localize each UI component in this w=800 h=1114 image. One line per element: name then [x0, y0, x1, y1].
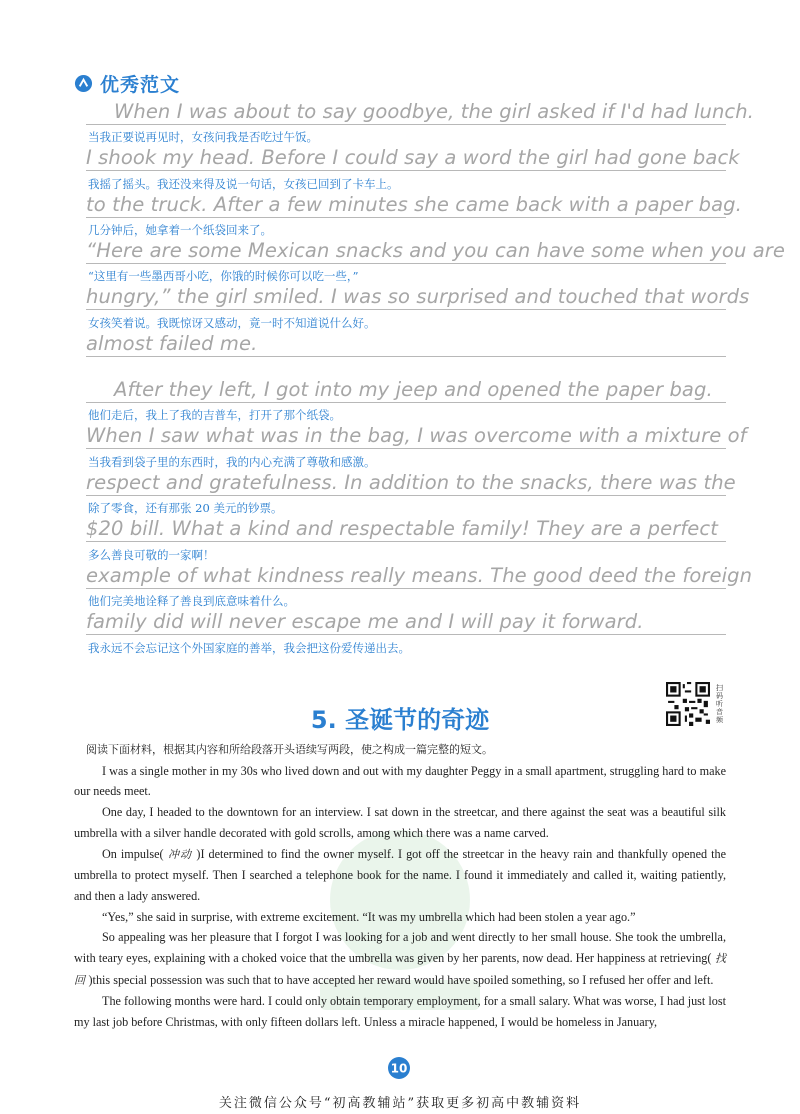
- essay-translation: 多么善良可敬的一家啊！: [88, 548, 215, 562]
- footer-note: 关注微信公众号“初高教辅站”获取更多初高中教辅资料: [218, 1096, 582, 1111]
- essay-line: to the truck. After a few minutes she came back with a paper bag.: [86, 193, 742, 216]
- essay-line: $20 bill. What a kind and respectable family! They are a perfect: [86, 515, 726, 542]
- essay-translation: 他们走后，我上了我的吉普车，打开了那个纸袋。: [88, 408, 341, 422]
- essay-translation: 当我看到袋子里的东西时，我的内心充满了尊敬和感激。: [88, 455, 376, 469]
- passage-paragraph: “Yes,” she said in surprise, with extreme excitement. “It was my umbrella which had been stolen a year ago.”: [102, 909, 636, 924]
- essay-translation: 几分钟后，她拿着一个纸袋回来了。: [88, 223, 272, 237]
- essay-line: example of what kindness really means. The good deed the foreign: [86, 564, 753, 587]
- essay-translation: 当我正要说再见时，女孩问我是否吃过午饭。: [88, 130, 318, 144]
- passage-paragraph: On impulse( 冲动 )I determined to find the owner myself. I got off the streetcar in the heavy rain and thankfully opened the umbrella to protect myself. Then I searched a telephone book for the name. I found it immediately and called it, waiting patiently, and then a lady answered.: [74, 846, 727, 903]
- qr-label: 扫码听音频: [716, 684, 723, 724]
- essay-line: When I saw what was in the bag, I was overcome with a mixture of: [86, 424, 747, 447]
- essay-line: After they left, I got into my jeep and opened the paper bag.: [86, 376, 726, 403]
- page-number-badge: [386, 1055, 412, 1081]
- chapter-title: 5. 圣诞节的奇迹: [310, 706, 490, 734]
- essay-line: family did will never escape me and I will pay it forward.: [86, 608, 726, 635]
- essay-line: I shook my head. Before I could say a word the girl had gone back: [86, 146, 740, 169]
- section-title: 优秀范文: [100, 74, 181, 96]
- essay-translation: 我永远不会忘记这个外国家庭的善举，我会把这份爱传递出去。: [88, 641, 410, 655]
- essay-translation: 我摇了摇头。我还没来得及说一句话，女孩已回到了卡车上。: [88, 177, 399, 191]
- essay-line: hungry,” the girl smiled. I was so surprised and touched that words: [86, 285, 750, 308]
- essay-translation: 除了零食，还有那张 20 美元的钞票。: [88, 501, 283, 515]
- essay-line: almost failed me.: [86, 330, 726, 357]
- passage-paragraph: So appealing was her pleasure that I forgot I was looking for a job and went directly to her small house. She took the umbrella, with teary eyes, explaining with a choked voice that the umbrella was given by her parents, now dead. Her happiness at retrieving( 找回 )this special possession was such that to have accepted her reward would have spoiled something, so I refused her offer and left.: [74, 930, 726, 987]
- page-number: 10: [390, 1061, 408, 1076]
- essay-line: respect and gratefulness. In addition to the snacks, there was the: [86, 471, 736, 494]
- passage-paragraph: One day, I headed to the downtown for an interview. I sat down in the streetcar, and there against the seat was a beautiful silk umbrella with a silver handle decorated with gold scrolls, among which there was a name carved.: [74, 805, 726, 840]
- essay-translation: “这里有一些墨西哥小吃，你饿的时候你可以吃一些，”: [88, 269, 359, 283]
- essay-line: When I was about to say goodbye, the girl asked if I'd had lunch.: [86, 98, 726, 125]
- instruction: 阅读下面材料，根据其内容和所给段落开头语续写两段，使之构成一篇完整的短文。: [86, 743, 493, 756]
- essay-translation: 女孩笑着说。我既惊讶又感动，竟一时不知道说什么好。: [88, 316, 376, 330]
- reading-passage: [74, 740, 726, 1033]
- section-badge-icon: [74, 74, 93, 93]
- essay-line: “Here are some Mexican snacks and you can have some when you are: [86, 239, 785, 262]
- passage-paragraph: The following months were hard. I could only obtain temporary employment, for a small salary. What was worse, I had just lost my last job before Christmas, with only fifteen dollars left. Unless a miracle happened, I would be homeless in January,: [74, 994, 726, 1030]
- essay-translation: 他们完美地诠释了善良到底意味着什么。: [88, 594, 295, 608]
- passage-paragraph: I was a single mother in my 30s who lived down and out with my daughter Peggy in a small apartment, struggling hard to make our needs meet.: [74, 763, 726, 799]
